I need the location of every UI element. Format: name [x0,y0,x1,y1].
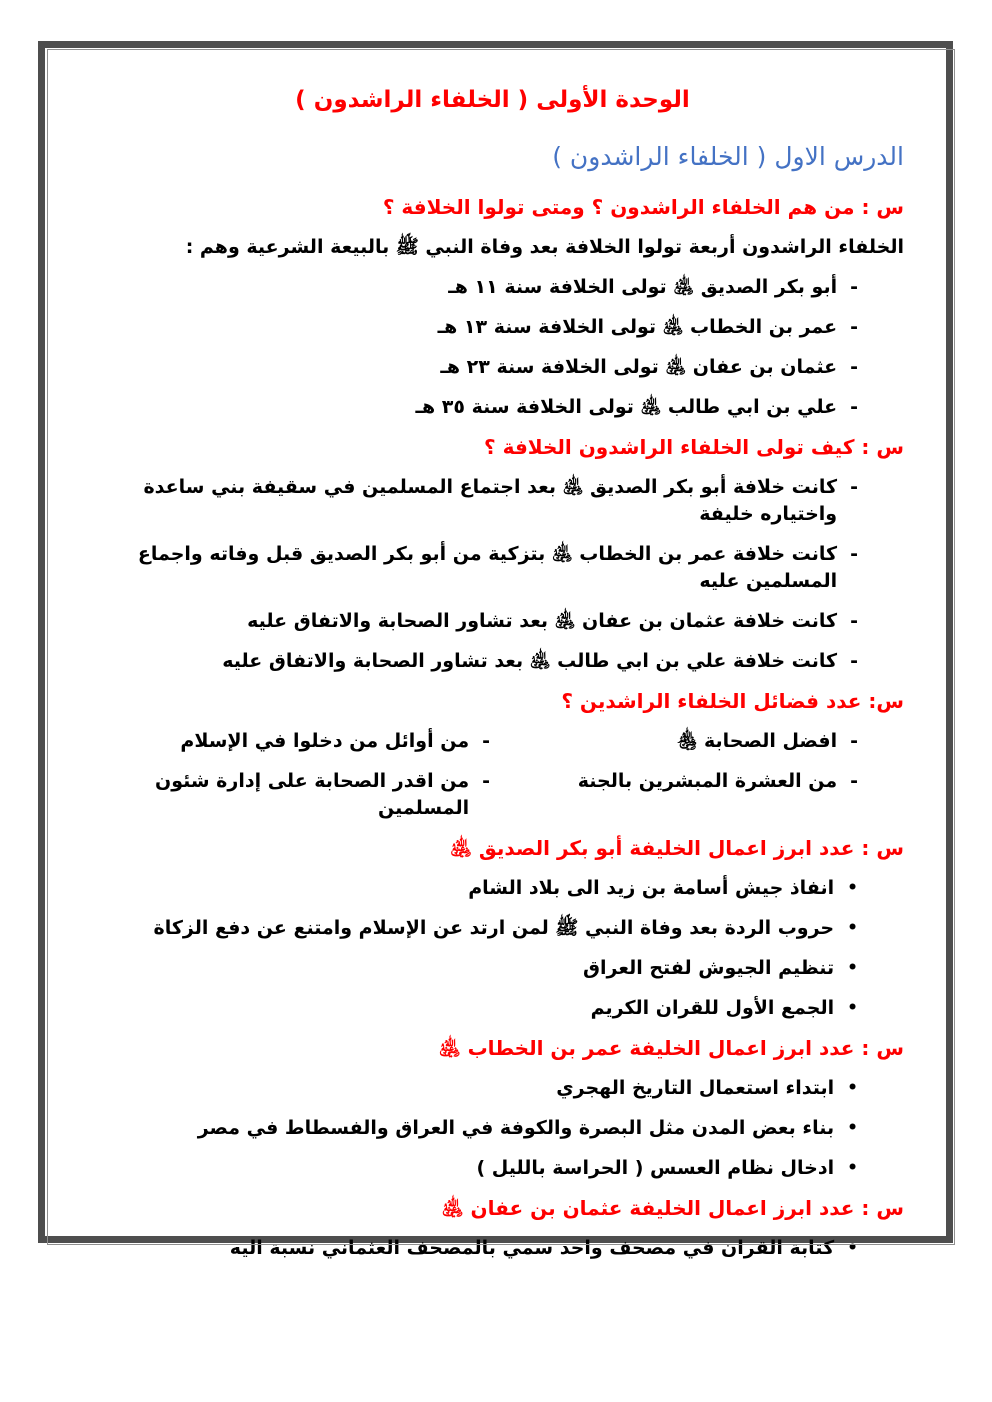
bullet-marker: • [847,918,858,938]
deeds-uthman-list [81,1235,904,1262]
dash-marker: - [850,730,858,752]
document-content [45,48,946,1262]
bullet-marker: • [847,1238,858,1258]
list-item [81,314,904,341]
list-item [81,474,904,528]
list-item [81,875,904,902]
list-item-text: عثمان بن عفان ﵁ تولى الخلافة سنة ٢٣ هـ [440,356,838,378]
caliphs-list [81,274,904,421]
list-item [81,354,904,381]
list-item [81,274,904,301]
dash-marker: - [850,543,858,565]
list-item-text: انفاذ جيش أسامة بن زيد الى بلاد الشام [468,877,835,899]
question-deeds-umar: س : عدد ابرز اعمال الخليفة عمر بن الخطاب ﵁ [438,1036,904,1060]
virtues-row [81,768,904,822]
virtue-text: من اقدر الصحابة على إدارة شئون المسلمين [154,770,470,819]
list-item-text: كتابة القران في مصحف واحد سمي بالمصحف العثماني نسبة اليه [229,1237,835,1259]
virtues-row [81,728,904,755]
bullet-marker: • [847,878,858,898]
dash-marker: - [850,356,858,378]
list-item [81,995,904,1022]
unit-title: الوحدة الأولى ( الخلفاء الراشدون ) [295,87,690,113]
page-border-frame [38,41,953,1259]
virtue-text: افضل الصحابة ﵃ [676,730,838,752]
question-how-appointed: س : كيف تولى الخلفاء الراشدون الخلافة ؟ [484,435,904,459]
bullet-marker: • [847,1118,858,1138]
list-item-text: عمر بن الخطاب ﵁ تولى الخلافة سنة ١٣ هـ [437,316,838,338]
virtue-item [536,728,904,755]
virtue-item [81,768,536,822]
list-item-text: كانت خلافة علي بن ابي طالب ﵁ بعد تشاور الصحابة والاتفاق عليه [222,650,838,672]
list-item [81,1235,904,1262]
list-item-text: كانت خلافة أبو بكر الصديق ﵁ بعد اجتماع المسلمين في سقيفة بني ساعدة واختياره خليفة [143,476,838,525]
virtue-item [536,768,904,822]
list-item-text: كانت خلافة عمر بن الخطاب ﵁ بتزكية من أبو بكر الصديق قبل وفاته واجماع المسلمين عليه [137,543,838,592]
bullet-marker: • [847,958,858,978]
virtues-grid [81,728,904,822]
dash-marker: - [850,276,858,298]
list-item-text: ابتداء استعمال التاريخ الهجري [556,1077,835,1099]
dash-marker: - [850,610,858,632]
list-item [81,648,904,675]
dash-marker: - [850,476,858,498]
list-item-text: الجمع الأول للقران الكريم [590,997,835,1019]
dash-marker: - [482,730,490,752]
list-item [81,955,904,982]
deeds-umar-list [81,1075,904,1182]
appointment-list [81,474,904,675]
dash-marker: - [850,650,858,672]
dash-marker: - [482,770,490,792]
virtue-text: من أوائل من دخلوا في الإسلام [180,730,470,752]
list-item [81,1075,904,1102]
list-item [81,915,904,942]
list-item-text: ادخال نظام العسس ( الحراسة بالليل ) [476,1157,835,1179]
question-virtues: س: عدد فضائل الخلفاء الراشدين ؟ [561,689,904,713]
list-item [81,1115,904,1142]
bullet-marker: • [847,1078,858,1098]
question-who-are-caliphs: س : من هم الخلفاء الراشدون ؟ ومتى تولوا الخلافة ؟ [382,195,904,219]
list-item [81,394,904,421]
list-item-text: أبو بكر الصديق ﵁ تولى الخلافة سنة ١١ هـ [448,276,838,298]
virtue-text: من العشرة المبشرين بالجنة [577,770,838,792]
answer-who-intro: الخلفاء الراشدون أربعة تولوا الخلافة بعد وفاة النبي ﷺ بالبيعة الشرعية وهم : [185,236,904,258]
list-item-text: علي بن ابي طالب ﵁ تولى الخلافة سنة ٣٥ هـ [415,396,838,418]
list-item-text: تنظيم الجيوش لفتح العراق [583,957,835,979]
list-item [81,608,904,635]
list-item [81,1155,904,1182]
virtue-item [180,728,536,755]
bullet-marker: • [847,998,858,1018]
bullet-marker: • [847,1158,858,1178]
list-item [81,541,904,595]
question-deeds-uthman: س : عدد ابرز اعمال الخليفة عثمان بن عفان ﵁ [441,1196,904,1220]
dash-marker: - [850,316,858,338]
lesson-title: الدرس الاول ( الخلفاء الراشدون ) [552,142,904,171]
question-deeds-abubakr: س : عدد ابرز اعمال الخليفة أبو بكر الصديق ﵁ [449,836,904,860]
list-item-text: كانت خلافة عثمان بن عفان ﵁ بعد تشاور الصحابة والاتفاق عليه [247,610,838,632]
deeds-abubakr-list [81,875,904,1022]
dash-marker: - [850,770,858,792]
list-item-text: بناء بعض المدن مثل البصرة والكوفة في العراق والفسطاط في مصر [197,1117,835,1139]
list-item-text: حروب الردة بعد وفاة النبي ﷺ لمن ارتد عن الإسلام وامتنع عن دفع الزكاة [153,917,835,939]
dash-marker: - [850,396,858,418]
